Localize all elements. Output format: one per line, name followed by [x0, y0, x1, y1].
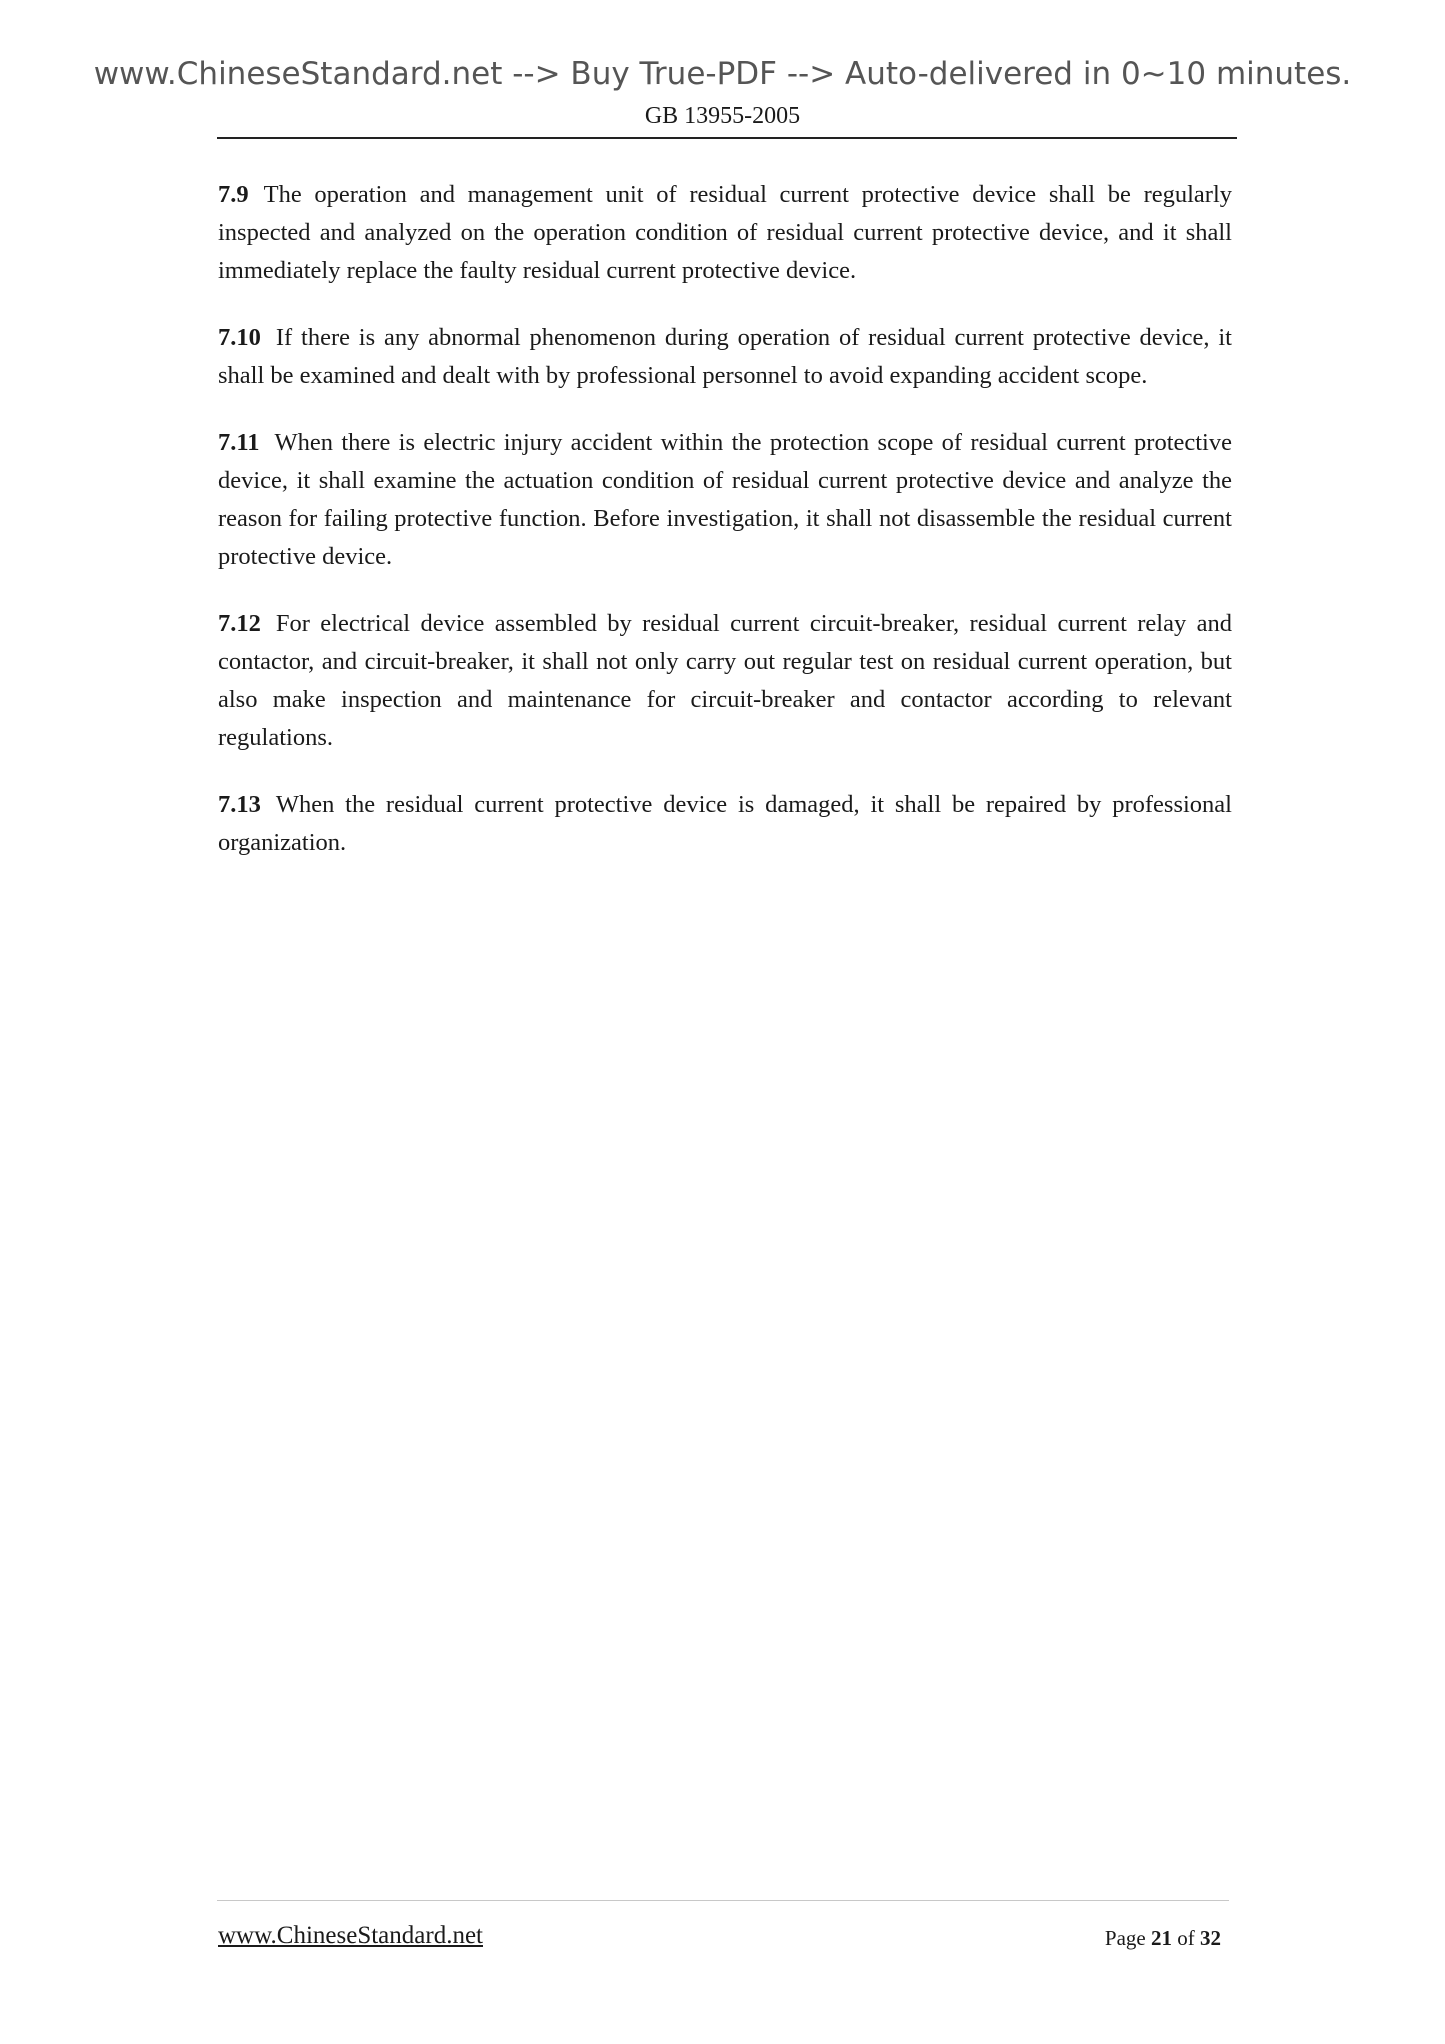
header-divider: [217, 137, 1237, 139]
clause-text: If there is any abnormal phenomenon during operation of residual current protective device, it shall be examined and dealt with by professional personnel to avoid expanding accident scope.: [218, 324, 1232, 389]
clause-text: When the residual current protective device is damaged, it shall be repaired by professional organization.: [218, 791, 1232, 856]
clause-7-13: [218, 786, 1232, 862]
footer-divider: [217, 1900, 1229, 1901]
clause-number: 7.9: [218, 181, 249, 208]
clause-number: 7.13: [218, 791, 261, 818]
clause-number: 7.10: [218, 324, 261, 351]
clause-7-12: [218, 605, 1232, 757]
clause-number: 7.12: [218, 610, 261, 637]
clause-number: 7.11: [218, 429, 260, 456]
page-current: 21: [1151, 1926, 1172, 1950]
footer-website-link[interactable]: www.ChineseStandard.net: [218, 1922, 483, 1949]
document-body: [218, 176, 1232, 891]
page-total: 32: [1200, 1926, 1221, 1950]
clause-text: The operation and management unit of residual current protective device shall be regularly inspected and analyzed on the operation condition of residual current protective device, and it shall immediately replace the faulty residual current protective device.: [218, 181, 1232, 284]
clause-7-11: [218, 424, 1232, 576]
page-number: [1105, 1926, 1221, 1951]
page-label: Page: [1104, 1926, 1146, 1950]
clause-7-9: [218, 176, 1232, 290]
page-of: of: [1177, 1926, 1195, 1950]
clause-text: When there is electric injury accident within the protection scope of residual current protective device, it shall examine the actuation condition of residual current protective device and analyze the reason for failing protective function. Before investigation, it shall not disassemble the residual current protective device.: [218, 429, 1232, 570]
clause-text: For electrical device assembled by residual current circuit-breaker, residual current relay and contactor, and circuit-breaker, it shall not only carry out regular test on residual current operation, but also make inspection and maintenance for circuit-breaker and contactor according to relevant regulations.: [218, 610, 1232, 751]
standard-code: GB 13955-2005: [644, 103, 801, 129]
clause-7-10: [218, 319, 1232, 395]
header-banner: www.ChineseStandard.net --> Buy True-PDF --> Auto-delivered in 0~10 minutes.: [93, 56, 1352, 92]
